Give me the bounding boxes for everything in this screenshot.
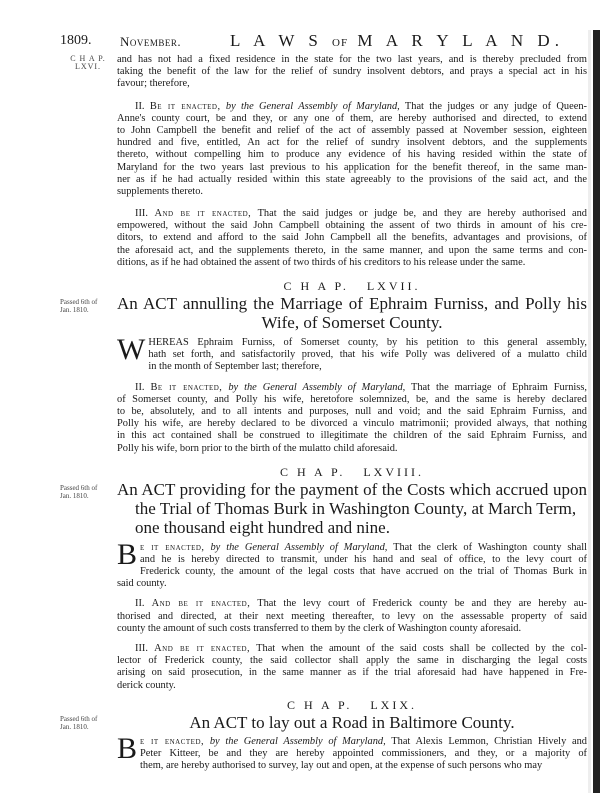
- paragraph-section-2: [117, 382, 587, 455]
- text-line: derick county.: [117, 679, 176, 691]
- text-line: them, are hereby authorised to survey, lay out and open, at the expense of such persons who may: [140, 760, 543, 772]
- section-number: II.: [135, 598, 145, 610]
- text-line: Maryland for the two years last previous to his application for the benefit thereof, in the same man-: [117, 161, 587, 173]
- drop-cap: W: [117, 333, 146, 366]
- text-line: thereto, without compelling him to produce any evidence of his having resided within the state of: [117, 149, 587, 161]
- header-title-laws: L A W S: [230, 31, 323, 50]
- passed-line: Passed 6th of: [60, 483, 98, 492]
- section-number: II.: [135, 381, 145, 393]
- chapter-66-continuation: [70, 54, 587, 269]
- text-line: to be, absolutely, and to all intents and purposes, null and void; and the said Ephraim Furniss, and: [117, 405, 587, 417]
- margin-chapter-note: [64, 55, 112, 71]
- text-line: lector of Frederick county, the said collector shall apply the same in discharging the legal costs: [117, 655, 587, 667]
- text-line: ner as if he had actually resided within this state agreeably to the provisions of the said act, and the: [117, 173, 587, 185]
- text-line: [117, 643, 587, 655]
- text-line: thorised and directed, at their next meeting thereafter, to levy on the assessable property of said: [117, 610, 587, 622]
- scan-edge: [593, 30, 600, 793]
- paragraph-enacting: [117, 537, 587, 591]
- text-line: [117, 337, 587, 349]
- act-title: [117, 294, 587, 332]
- text-line: favour; therefore,: [117, 78, 190, 90]
- title-line: An ACT to lay out a Road in Baltimore County.: [189, 712, 515, 732]
- text-line: taking the benefit of the law for the relief of sundry insolvent debtors, and prays a special act in his: [117, 66, 587, 78]
- text-line: Anne's county court, be and they, or any one of them, are hereby authorised and directed, to extend: [117, 112, 587, 124]
- text-fragment: That the levy court of Frederick county be and they are hereby au-: [257, 598, 587, 610]
- text-line: Peter Kitteer, be and they are hereby appointed commissioners, and they, or a majority of: [140, 747, 587, 759]
- text-line: [117, 542, 587, 554]
- drop-cap: B: [117, 731, 138, 765]
- text-line: and has not had a fixed residence in the state for the two last years, and is thereby precluded from: [117, 54, 587, 65]
- text-line: Polly his wife, are hereby declared to be divorced a vinculo matrimonii; provided always, that nothing: [117, 418, 587, 430]
- section-number: II.: [135, 100, 145, 112]
- margin-chap-number: LXVI.: [74, 62, 102, 71]
- text-fragment: That the said judges or judge be, and they are hereby authorised and: [257, 208, 587, 220]
- chapter-heading: C H A P. LXIX.: [286, 697, 417, 712]
- enacting-phrase: And be it enacted,: [154, 643, 251, 654]
- assembly-phrase: by the General Assembly of Maryland,: [228, 381, 406, 393]
- margin-passed-note: [60, 715, 112, 731]
- text-fragment: That the judges or any judge of Queen-: [404, 100, 587, 112]
- text-fragment: That the marriage of Ephraim Furniss,: [411, 381, 587, 393]
- chapter-69: [60, 712, 587, 773]
- header-title: [230, 31, 564, 51]
- running-header: [60, 33, 580, 51]
- text-line: [117, 208, 587, 220]
- drop-cap: B: [117, 537, 138, 571]
- text-line: [117, 382, 587, 394]
- text-line: the aforesaid act, and the supplements thereto, in the same manner, and upon the same terms and con-: [117, 244, 587, 256]
- margin-chap-label: C H A P.: [70, 54, 106, 63]
- paragraph-section-2: [117, 101, 587, 199]
- text-line: Polly his wife, born prior to the birth of the mulatto child aforesaid.: [117, 442, 398, 454]
- text-line: in the month of September last; therefore,: [148, 361, 322, 373]
- enacting-phrase: Be it enacted,: [149, 100, 221, 112]
- act-title: [117, 713, 587, 732]
- text-fragment: That the clerk of Washington county shall: [393, 541, 587, 553]
- page-body: [60, 54, 587, 772]
- enacting-phrase: Be it enacted,: [150, 381, 223, 393]
- text-line: [117, 736, 587, 748]
- text-fragment: HEREAS Ephraim Furniss, of Somerset county, by his petition to this general assembly,: [148, 337, 587, 348]
- text-line: [117, 101, 587, 113]
- header-month: November.: [120, 34, 182, 49]
- text-line: arising on said prosecution, in the same manner as if the trial aforesaid had have happened in Fre-: [117, 667, 587, 679]
- enacting-phrase: e it enacted,: [140, 735, 205, 747]
- title-line: the Trial of Thomas Burk in Washington County, at March Term,: [135, 498, 577, 518]
- header-year: 1809.: [60, 33, 92, 48]
- passed-line: Jan. 1810.: [60, 722, 89, 731]
- paragraph-section-3: [117, 643, 587, 692]
- act-title: [117, 480, 587, 537]
- text-line: supplements thereto.: [117, 185, 203, 197]
- page-edge-shadow: [588, 30, 591, 793]
- title-line: one thousand eight hundred and nine.: [135, 517, 390, 537]
- text-line: county the amount of such costs transferred to them by the clerk of Washington county aforesaid.: [117, 622, 522, 634]
- paragraph-section-2: [117, 598, 587, 635]
- header-title-of: OF: [332, 37, 349, 49]
- paragraph-enacting: [117, 731, 587, 773]
- enacting-phrase: And be it enacted,: [151, 598, 251, 610]
- passed-line: Passed 6th of: [60, 298, 98, 306]
- paragraph-section-3: [117, 208, 587, 269]
- margin-passed-note: [60, 484, 112, 500]
- margin-passed-note: [60, 298, 112, 314]
- text-line: and he is hereby directed to transmit, under his hand and seal of office, to the levy court of: [140, 553, 587, 565]
- passed-line: Passed 6th of: [60, 714, 98, 723]
- text-line: in this act contained shall be construed to illegitimate the children of the said Ephraim Furniss, and: [117, 430, 587, 442]
- text-line: Frederick county, the amount of the legal costs that have accrued on the trial of Thomas Burk in: [140, 566, 587, 578]
- text-line: empowered, without the said John Campbell obtaining the assent of two thirds in amount of his cre-: [117, 220, 587, 232]
- text-fragment: That when the amount of the said costs shall be collected by the col-: [256, 643, 587, 654]
- text-line: [117, 598, 587, 610]
- assembly-phrase: by the General Assembly of Maryland,: [210, 541, 388, 553]
- text-fragment: That Alexis Lemmon, Christian Hively and: [391, 735, 587, 747]
- chapter-heading: C H A P. LXVIII.: [279, 464, 424, 479]
- chapter-heading: C H A P. LXVII.: [283, 279, 421, 293]
- text-line: of Somerset county, and Polly his wife, heretofore solemnized, be, and the same is hereby declared: [117, 393, 587, 405]
- section-number: III.: [135, 643, 148, 654]
- enacting-phrase: And be it enacted,: [154, 208, 252, 220]
- chapter-68: [60, 479, 587, 692]
- passed-line: Jan. 1810.: [60, 306, 89, 314]
- title-line: An ACT annulling the Marriage of Ephraim Furniss, and Polly his: [117, 294, 587, 313]
- enacting-phrase: e it enacted,: [140, 541, 205, 553]
- section-number: III.: [135, 208, 148, 220]
- header-title-maryland: M A R Y L A N D.: [357, 31, 564, 50]
- paragraph: [117, 54, 587, 91]
- title-line: An ACT providing for the payment of the Costs which accrued upon: [117, 479, 587, 499]
- text-line: to John Campbell the benefit and relief of the act of assembly passed at November session, eighteen: [117, 124, 587, 136]
- passed-line: Jan. 1810.: [60, 491, 89, 500]
- chapter-67: [60, 294, 587, 455]
- assembly-phrase: by the General Assembly of Maryland,: [225, 100, 400, 112]
- title-line: Wife, of Somerset County.: [261, 313, 443, 332]
- text-line: said county.: [117, 578, 167, 590]
- assembly-phrase: by the General Assembly of Maryland,: [209, 735, 386, 747]
- text-line: hundred and five, entitled, An act for the relief of sundry insolvent debtors, and the supplements: [117, 137, 587, 149]
- text-line: ditions, as if he had obtained the assent of two thirds of his creditors to his release under the same.: [117, 256, 526, 268]
- text-line: ditors, to extend and afford to the said John Campbell all the benefits, advantages and provisions, of: [117, 232, 587, 244]
- paragraph-preamble: [117, 333, 587, 374]
- text-line: hath set forth, and satisfactorily proved, that his wife Polly was delivered of a mulatto child: [148, 349, 587, 361]
